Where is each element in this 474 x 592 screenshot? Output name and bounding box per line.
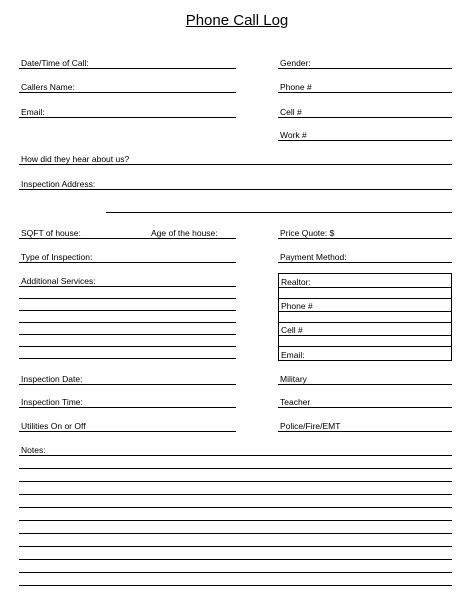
military-label: Military [280,374,307,384]
email-field[interactable] [19,117,236,118]
inspection-address-field[interactable] [19,189,452,190]
notes-line-10[interactable] [19,572,452,573]
teacher-field[interactable] [278,407,452,408]
notes-label: Notes: [21,445,46,455]
callers-name-label: Callers Name: [21,82,75,92]
notes-line-9[interactable] [19,559,452,560]
inspection-address-label: Inspection Address: [21,179,96,189]
title-text: Phone Call Log [185,12,289,29]
payment-method-label: Payment Method: [280,252,347,262]
age-label: Age of the house: [151,228,218,238]
type-inspection-field[interactable] [19,262,236,263]
price-quote-field[interactable] [278,238,452,239]
datetime-field[interactable] [19,68,236,69]
realtor-cell-field[interactable] [278,335,452,336]
payment-method-field[interactable] [278,262,452,263]
utilities-label: Utilities On or Off [21,421,86,431]
notes-line-8[interactable] [19,546,452,547]
hear-about-label: How did they hear about us? [21,154,130,164]
gender-label: Gender: [280,58,311,68]
realtor-cell-label: Cell # [281,325,303,335]
realtor-divider [278,298,452,299]
page-title [0,12,474,30]
additional-services-line-2[interactable] [19,298,236,299]
inspection-time-field[interactable] [19,407,236,408]
phone-label: Phone # [280,82,312,92]
notes-line-11[interactable] [19,585,452,586]
callers-name-field[interactable] [19,92,236,93]
price-quote-label: Price Quote: $ [280,228,335,238]
cell-label: Cell # [280,107,302,117]
inspection-date-label: Inspection Date: [21,374,83,384]
inspection-time-label: Inspection Time: [21,397,83,407]
email-label: Email: [21,107,45,117]
notes-line-7[interactable] [19,533,452,534]
realtor-divider-3 [278,346,452,347]
notes-line-3[interactable] [19,481,452,482]
realtor-divider-2 [278,322,452,323]
notes-line-4[interactable] [19,494,452,495]
work-field[interactable] [278,140,452,141]
police-label: Police/Fire/EMT [280,421,341,431]
sqft-age-field[interactable] [19,238,236,239]
phone-field[interactable] [278,92,452,93]
notes-line-5[interactable] [19,507,452,508]
utilities-field[interactable] [19,431,236,432]
notes-line-1[interactable] [19,455,452,456]
realtor-phone-field[interactable] [278,311,452,312]
realtor-phone-label: Phone # [281,301,313,311]
additional-services-line-1[interactable] [19,286,236,287]
realtor-label: Realtor: [281,277,311,287]
realtor-field[interactable] [278,287,452,288]
additional-services-line-3[interactable] [19,310,236,311]
additional-services-line-7[interactable] [19,358,236,359]
notes-line-6[interactable] [19,520,452,521]
datetime-label: Date/Time of Call: [21,58,89,68]
inspection-date-field[interactable] [19,384,236,385]
additional-services-line-4[interactable] [19,322,236,323]
additional-services-label: Additional Services: [21,276,96,286]
teacher-label: Teacher [280,397,311,407]
gender-field[interactable] [278,68,452,69]
hear-about-field[interactable] [19,164,452,165]
inspection-address-field-2[interactable] [106,212,452,213]
notes-line-2[interactable] [19,468,452,469]
additional-services-line-5[interactable] [19,334,236,335]
military-field[interactable] [278,384,452,385]
cell-field[interactable] [278,117,452,118]
police-field[interactable] [278,431,452,432]
additional-services-line-6[interactable] [19,346,236,347]
realtor-email-label: Email: [281,350,305,360]
type-inspection-label: Type of Inspection: [21,252,93,262]
sqft-label: SQFT of house: [21,228,81,238]
work-label: Work # [280,130,307,140]
